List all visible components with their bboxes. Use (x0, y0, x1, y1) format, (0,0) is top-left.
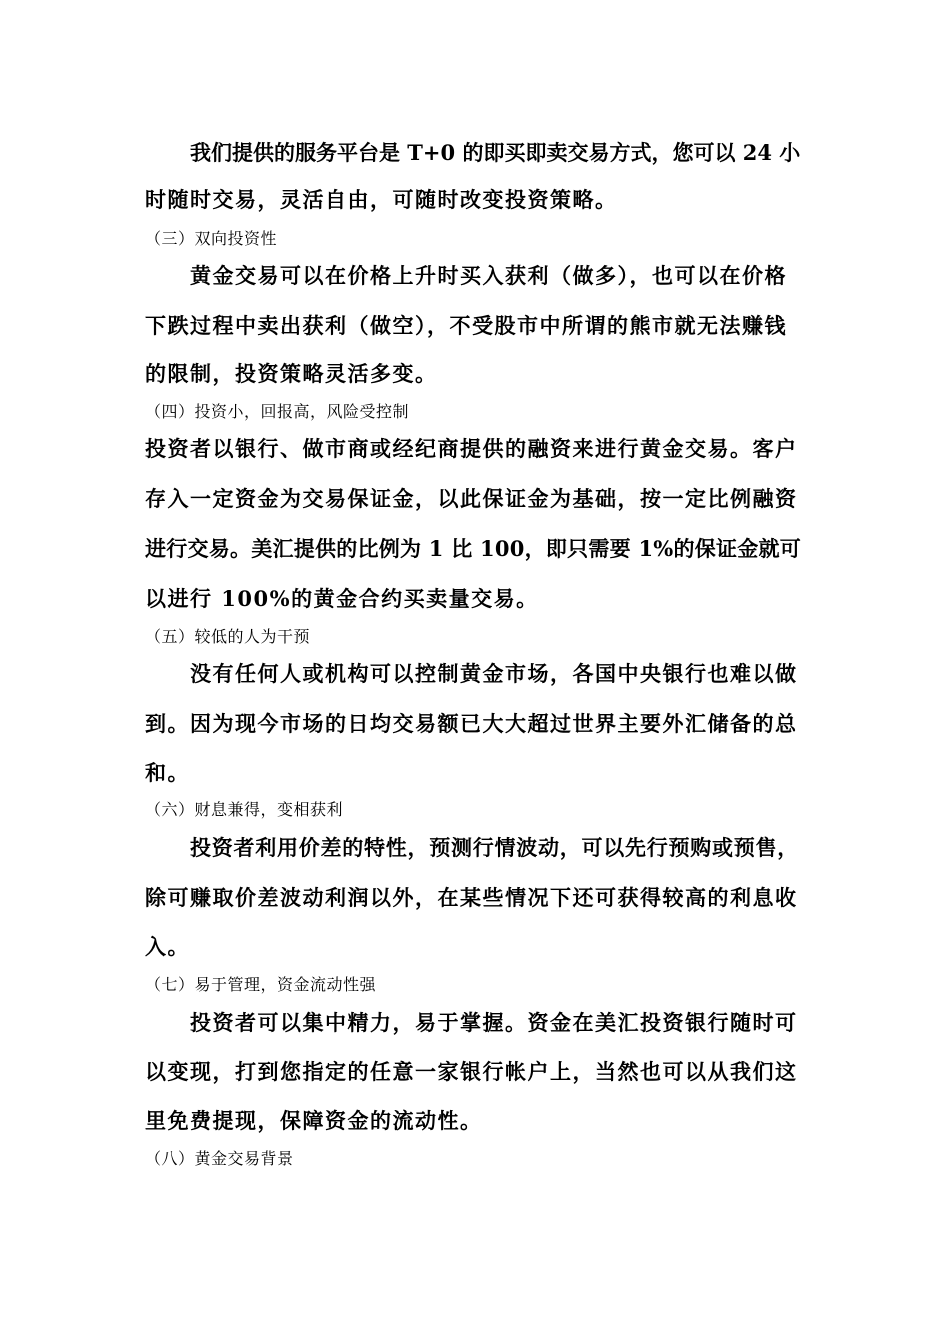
paragraph-line: 投资者利用价差的特性，预测行情波动，可以先行预购或预售， (190, 835, 799, 860)
paragraph-line: 投资者以银行、做市商或经纪商提供的融资来进行黄金交易。客户 (145, 436, 798, 461)
paragraph-line: 以进行 100%的黄金合约买卖量交易。 (145, 586, 539, 611)
paragraph-line: 投资者可以集中精力，易于掌握。资金在美汇投资银行随时可 (190, 1010, 798, 1035)
paragraph-line: 进行交易。美汇提供的比例为 1 比 100，即只需要 1%的保证金就可 (145, 536, 802, 561)
paragraph-line: 存入一定资金为交易保证金，以此保证金为基础，按一定比例融资 (145, 486, 798, 511)
paragraph-line: 我们提供的服务平台是 T+0 的即买即卖交易方式，您可以 24 小 (190, 140, 801, 165)
paragraph-line: 到。因为现今市场的日均交易额已大大超过世界主要外汇储备的总 (145, 711, 798, 736)
paragraph-line: 以变现，打到您指定的任意一家银行帐户上，当然也可以从我们这 (145, 1059, 798, 1084)
paragraph-line: 的限制，投资策略灵活多变。 (145, 361, 438, 386)
section-heading: （四）投资小，回报高，风险受控制 (145, 402, 410, 421)
paragraph-line: 里免费提现，保障资金的流动性。 (145, 1108, 483, 1133)
paragraph-line: 下跌过程中卖出获利（做空），不受股市中所谓的熊市就无法赚钱 (145, 313, 787, 338)
section-heading: （七）易于管理，资金流动性强 (145, 975, 377, 994)
section-heading: （六）财息兼得，变相获利 (145, 800, 344, 819)
paragraph-line: 黄金交易可以在价格上升时买入获利（做多），也可以在价格 (190, 263, 787, 288)
section-heading: （五）较低的人为干预 (145, 627, 311, 646)
section-heading: （三）双向投资性 (145, 229, 278, 248)
section-heading: （八）黄金交易背景 (145, 1149, 294, 1168)
paragraph-line: 入。 (145, 934, 190, 959)
paragraph-line: 时随时交易，灵活自由，可随时改变投资策略。 (145, 187, 618, 212)
paragraph-line: 没有任何人或机构可以控制黄金市场，各国中央银行也难以做 (190, 661, 798, 686)
paragraph-line: 和。 (145, 760, 190, 785)
paragraph-line: 除可赚取价差波动利润以外，在某些情况下还可获得较高的利息收 (145, 885, 798, 910)
